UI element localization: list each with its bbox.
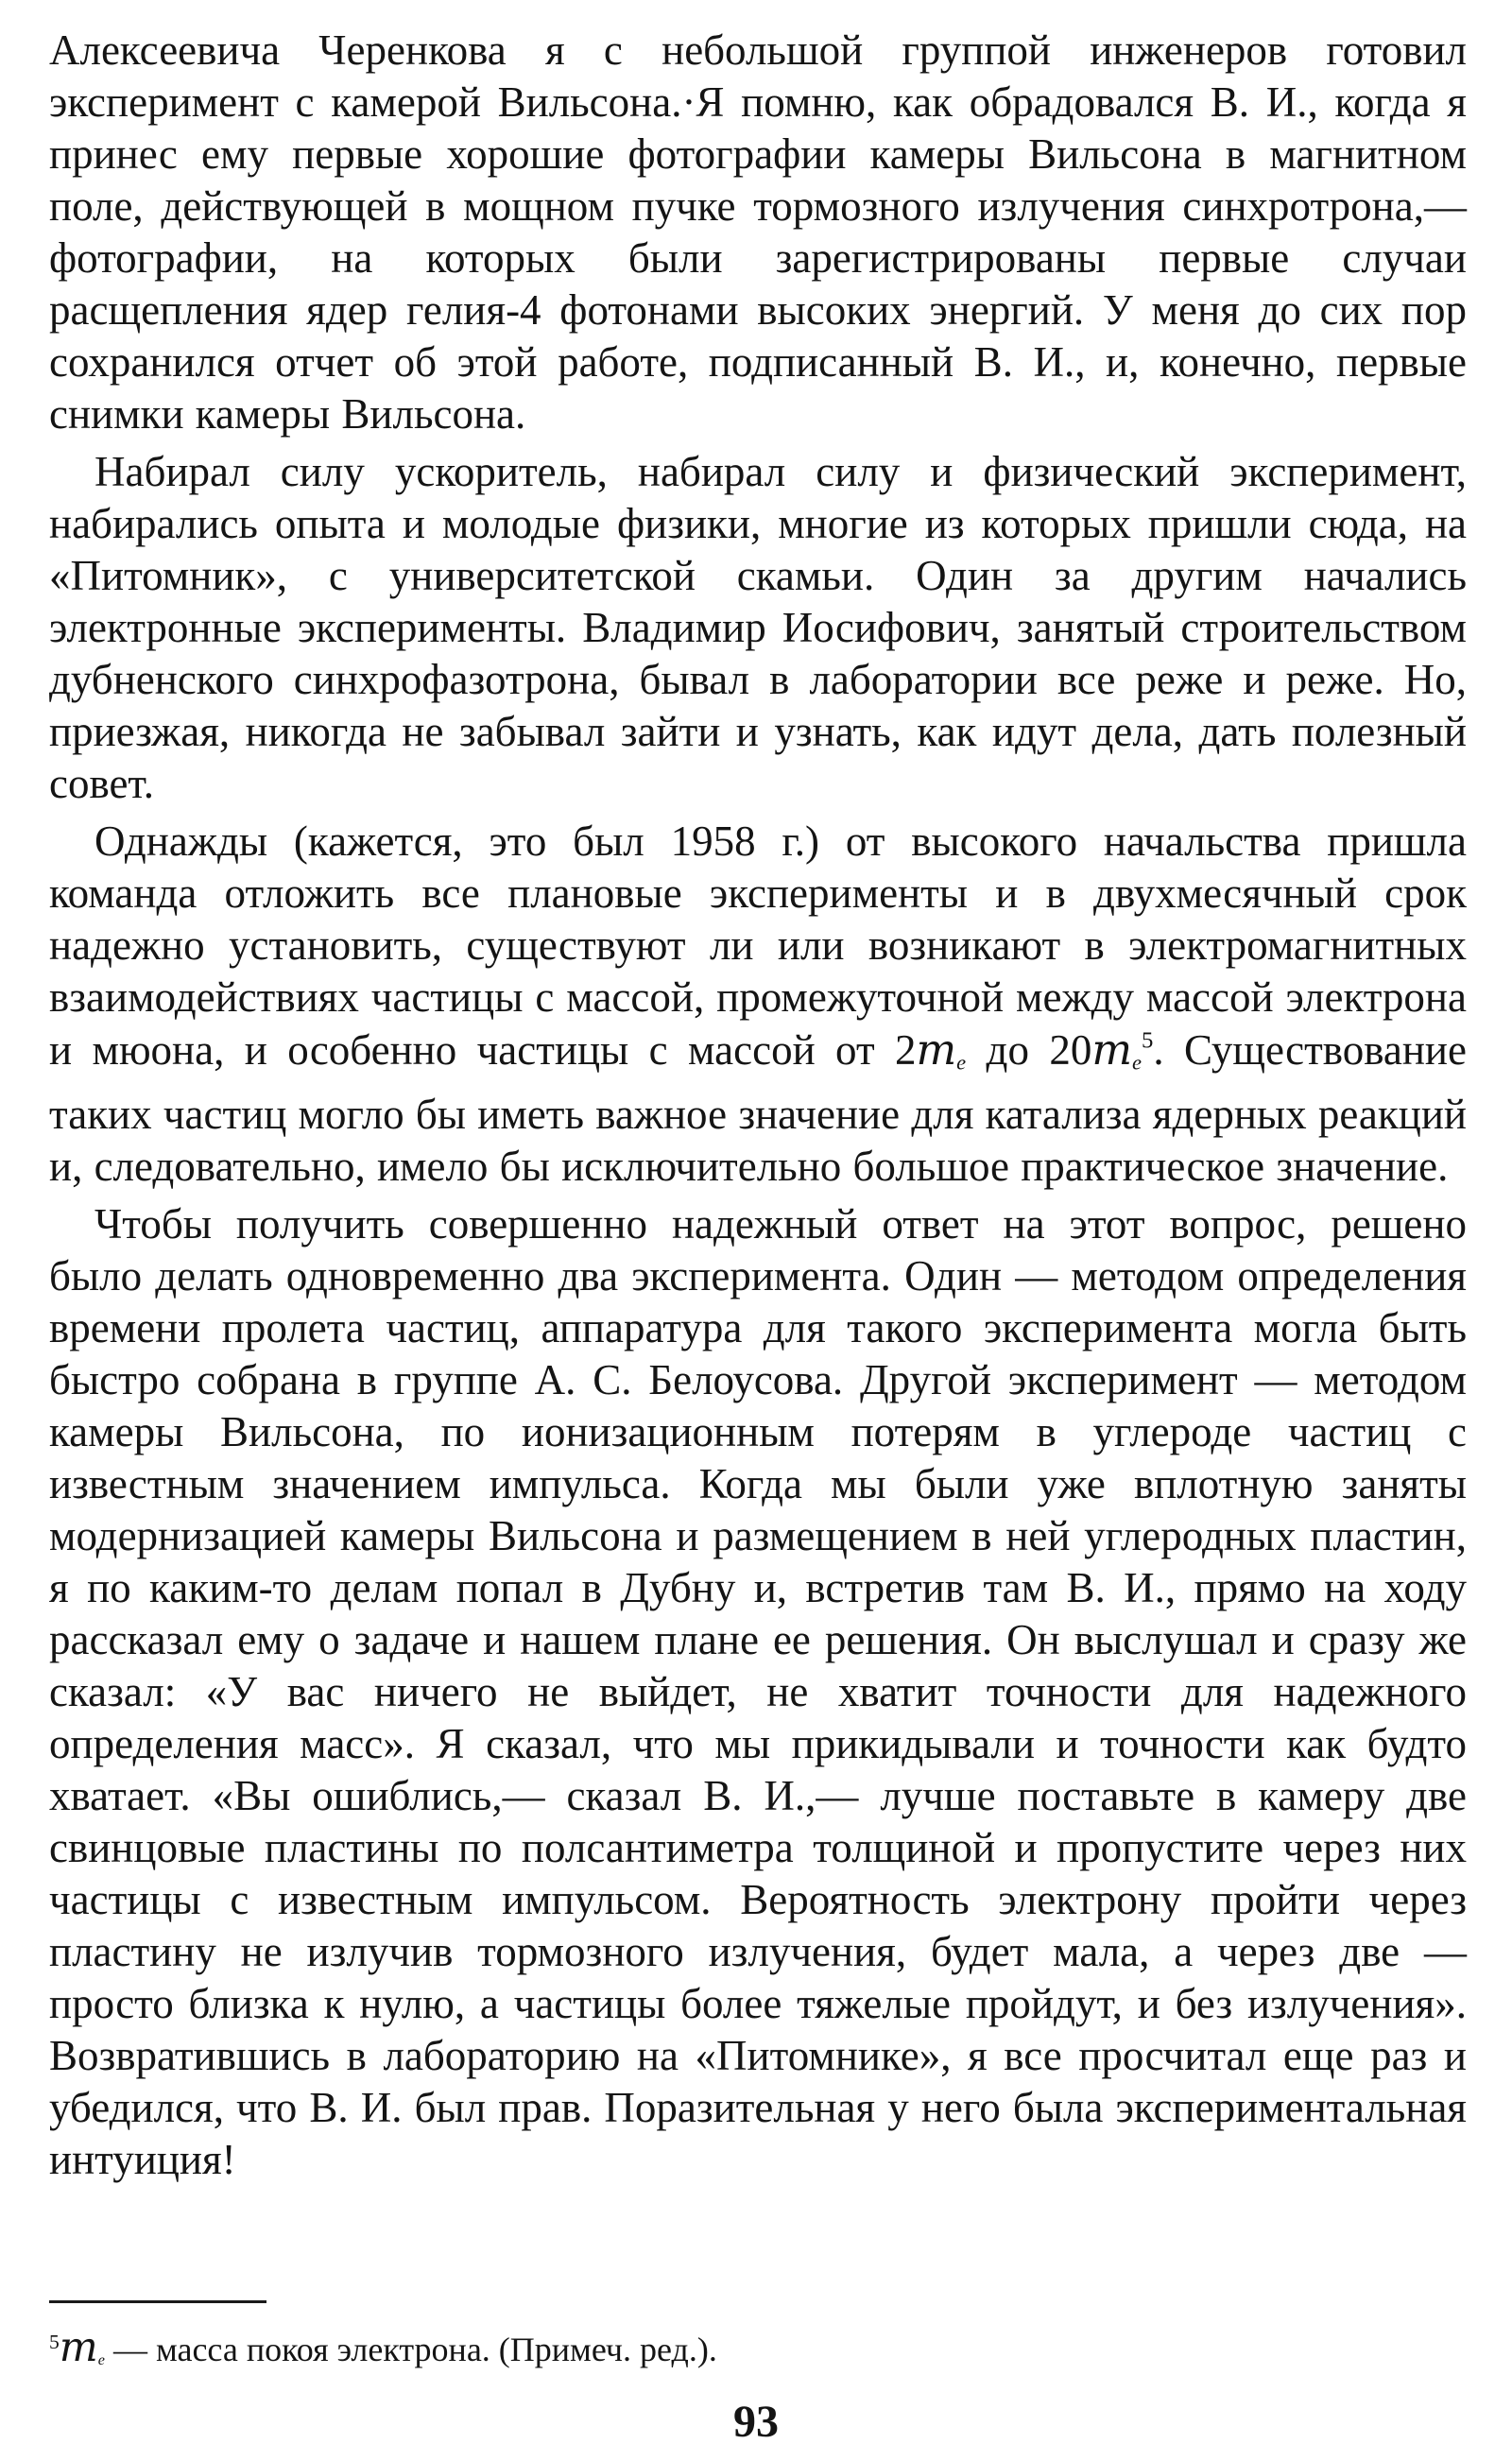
page-body <box>49 19 1467 2186</box>
page-number: 93 <box>733 2397 779 2447</box>
electron-mass-subscript: e <box>956 1050 967 1075</box>
footnote-mass-subscript: e <box>97 2351 105 2369</box>
paragraph-2: Набирал силу ускоритель, набирал силу и физический эксперимент, набирались опыта и молодые физики, многие из которых пришли сюда, на «Питомник», с университетской скамьи. Один за другим начались электронные эксперименты. Владимир Иосифович, занятый строительством дубненского синхрофазотрона, бывал в лаборатории все реже и реже. Но, приезжая, никогда не забывал зайти и узнать, как идут дела, дать полезный совет. <box>49 448 1467 807</box>
paragraph-1: Алексеевича Черенкова я с небольшой группой инженеров готовил эксперимент с камерой Вильсона.·Я помню, как обрадовался В. И., когда я принес ему первые хорошие фотографии камеры Вильсона в магнитном поле, действующей в мощном пучке тормозного излучения синхротрона,— фотографии, на которых были зарегистрированы первые случаи расщепления ядер гелия-4 фотонами высоких энергий. У меня до сих пор сохранился отчет об этой работе, подписанный В. И., и, конечно, первые снимки камеры Вильсона. <box>49 26 1467 438</box>
paragraph-3-text-after: . Существование таких частиц могло бы иметь важное значение для катализа ядерных реакций и, следовательно, имело бы исключительно большое практическое значение. <box>49 1026 1467 1190</box>
electron-mass-symbol: m <box>916 1024 957 1075</box>
footnote-mass-symbol: m <box>59 2324 98 2371</box>
mass-range-upper-coefficient: 20 <box>1049 1026 1092 1074</box>
footnote-marker: 5 <box>49 2331 60 2354</box>
electron-mass-symbol-2: m <box>1091 1024 1132 1075</box>
footnote-text: — масса покоя электрона. (Примеч. ред.). <box>104 2331 717 2368</box>
footnote-divider <box>49 2300 266 2303</box>
mass-range-lower-coefficient: 2 <box>895 1026 917 1074</box>
paragraph-4: Чтобы получить совершенно надежный ответ на этот вопрос, решено было делать одновременно два эксперимента. Один — методом определения времени пролета частиц, аппаратура для такого эксперимента могла быть быстро собрана в группе А. С. Белоусова. Другой эксперимент — методом камеры Вильсона, по ионизационным потерям в углероде частиц с известным значением импульса. Когда мы были уже вплотную заняты модернизацией камеры Вильсона и размещением в ней углеродных пластин, я по каким-то делам попал в Дубну и, встретив там В. И., прямо на ходу рассказал ему о задаче и нашем плане ее решения. Он выслушал и сразу же сказал: «У вас ничего не выйдет, не хватит точности для надежного определения масс». Я сказал, что мы прикидывали и точности как будто хватает. «Вы ошиблись,— сказал В. И.,— лучше поставьте в камеру две свинцовые пластины по полсантиметра толщиной и пропустите через них частицы с известным импульсом. Вероятность электрону пройти через пластину не излучив тормозного излучения, будет мала, а через две — просто близка к нулю, а частицы более тяжелые пройдут, и без излучения». Возвратившись в лабораторию на «Питомнике», я все просчитал еще раз и убедился, что В. И. был прав. Поразительная у него была экспериментальная интуиция! <box>49 1199 1467 2183</box>
footnote <box>49 2324 1467 2381</box>
paragraph-3 <box>49 816 1467 1193</box>
electron-mass-subscript-2: e <box>1132 1050 1142 1075</box>
footnote-reference[interactable]: 5 <box>1142 1027 1154 1054</box>
paragraph-3-text-mid: до <box>966 1026 1050 1074</box>
paragraph-3-text-before: Однажды (кажется, это был 1958 г.) от высокого начальства пришла команда отложить все плановые эксперименты и в двухмесячный срок надежно установить, существуют ли или возникают в электромагнитных взаимодействиях частицы с массой, промежуточной между массой электрона и мюона, и особенно частицы с массой от <box>49 817 1467 1074</box>
